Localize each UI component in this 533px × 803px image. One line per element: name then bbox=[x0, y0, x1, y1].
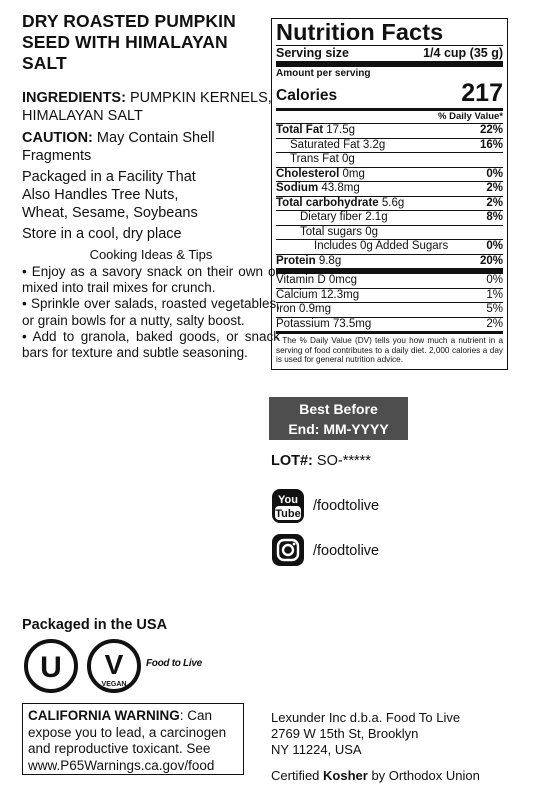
calories-row bbox=[276, 80, 503, 106]
packaged-in-usa: Packaged in the USA bbox=[22, 617, 168, 633]
facility-statement: Packaged in a Facility That Also Handles Tree Nuts, Wheat, Sesame, Soybeans bbox=[22, 169, 198, 221]
svg-text:V: V bbox=[104, 649, 124, 680]
daily-value-footnote: * The % Daily Value (DV) tells you how much a nutrient in a serving of food contributes to a daily diet. 2,000 calories a day is used for general nutrition advice. bbox=[276, 336, 503, 365]
amount-per-serving: Amount per serving bbox=[276, 68, 371, 79]
company-street: 2769 W 15th St, Brooklyn bbox=[271, 726, 419, 741]
product-title-line: SEED WITH HIMALAYAN bbox=[22, 32, 228, 52]
nutrient-row-vitamin-d: Vitamin D 0mcg 0% bbox=[276, 274, 503, 286]
nutrient-row-cholesterol: Cholesterol 0mg 0% bbox=[276, 167, 503, 180]
nutrient-row-saturated-fat: Saturated Fat 3.2g 16% bbox=[290, 138, 503, 151]
caution-label: CAUTION: bbox=[22, 130, 93, 146]
youtube-icon bbox=[271, 488, 305, 524]
ingredients-text: PUMPKIN KERNELS, HIMALAYAN SALT bbox=[22, 90, 272, 124]
serving-size-row bbox=[276, 46, 503, 61]
nutrient-row-added-sugars: Includes 0g Added Sugars 0% bbox=[314, 240, 503, 252]
tips-list bbox=[22, 264, 280, 361]
nutrient-row-trans-fat: Trans Fat 0g bbox=[290, 153, 355, 165]
company-address bbox=[271, 710, 521, 758]
serving-size-label: Serving size bbox=[276, 46, 349, 60]
best-before-label: Best Before bbox=[299, 401, 378, 417]
nutrient-row-protein: Protein 9.8g 20% bbox=[276, 254, 503, 267]
calories-label: Calories bbox=[276, 87, 338, 104]
serving-size-value: 1/4 cup (35 g) bbox=[423, 46, 503, 60]
nutrition-facts-panel bbox=[271, 18, 508, 370]
youtube-handle[interactable]: /foodtolive bbox=[313, 498, 380, 514]
nutrient-row-dietary-fiber: Dietary fiber 2.1g 8% bbox=[300, 211, 503, 223]
instagram-icon bbox=[271, 533, 305, 567]
lot-value: SO-***** bbox=[316, 453, 371, 469]
best-before-date: End: MM-YYYY bbox=[288, 421, 389, 437]
ingredients bbox=[22, 89, 272, 125]
nutrition-title: Nutrition Facts bbox=[276, 19, 444, 45]
nutrient-row-iron: Iron 0.9mg 5% bbox=[276, 303, 503, 315]
warning-text: : Can expose you to lead, a carcinogen and reproductive toxicant. See www.P65Warnings.ca.gov/food bbox=[28, 708, 227, 773]
storage-instructions: Store in a cool, dry place bbox=[22, 226, 182, 242]
kosher-ou-logo bbox=[22, 638, 82, 694]
product-title-line: SALT bbox=[22, 53, 67, 73]
svg-text:Tube: Tube bbox=[275, 508, 301, 520]
product-title-line: DRY ROASTED PUMPKIN bbox=[22, 11, 236, 31]
svg-text:VEGAN: VEGAN bbox=[101, 681, 127, 688]
california-warning-box bbox=[22, 703, 244, 775]
nutrient-row-total-carbohydrate: Total carbohydrate 5.6g 2% bbox=[276, 196, 503, 209]
svg-text:You: You bbox=[278, 494, 298, 506]
svg-text:U: U bbox=[40, 651, 62, 684]
kosher-certification: Certified Kosher by Orthodox Union bbox=[271, 768, 480, 783]
product-title bbox=[22, 11, 272, 74]
company-name: Lexunder Inc d.b.a. Food To Live bbox=[271, 710, 461, 725]
tip-item: • Add to granola, baked goods, or snack bars for texture and subtle seasoning. bbox=[22, 328, 280, 361]
nutrient-row-potassium: Potassium 73.5mg 2% bbox=[276, 317, 503, 330]
nutrient-row-sodium: Sodium 43.8mg 2% bbox=[276, 182, 503, 194]
company-city: NY 11224, USA bbox=[271, 742, 362, 757]
daily-value-header: % Daily Value* bbox=[438, 111, 503, 122]
lot-number bbox=[271, 452, 371, 470]
ingredients-label: INGREDIENTS: bbox=[22, 90, 126, 106]
food-to-live-logo: Food to Live bbox=[146, 658, 202, 669]
instagram-handle[interactable]: /foodtolive bbox=[313, 543, 380, 559]
tip-item: • Sprinkle over salads, roasted vegetables, or grain bowls for a nutty, salty boost. bbox=[22, 296, 280, 328]
tips-heading: Cooking Ideas & Tips bbox=[89, 247, 213, 262]
tip-item: • Enjoy as a savory snack on their own or mixed into trail mixes for crunch. bbox=[22, 264, 280, 296]
best-before-box bbox=[269, 397, 408, 440]
nutrient-row-total-sugars: Total sugars 0g bbox=[300, 225, 379, 238]
calories-value: 217 bbox=[461, 79, 503, 107]
nutrient-row-total-fat: Total Fat 17.5g 22% bbox=[276, 124, 503, 136]
caution-text: May Contain Shell Fragments bbox=[22, 130, 215, 164]
warning-label: CALIFORNIA WARNING bbox=[28, 708, 180, 723]
nutrient-row-calcium: Calcium 12.3mg 1% bbox=[276, 288, 503, 301]
lot-label: LOT#: bbox=[271, 453, 313, 469]
vegan-logo bbox=[86, 638, 146, 694]
caution bbox=[22, 129, 272, 165]
